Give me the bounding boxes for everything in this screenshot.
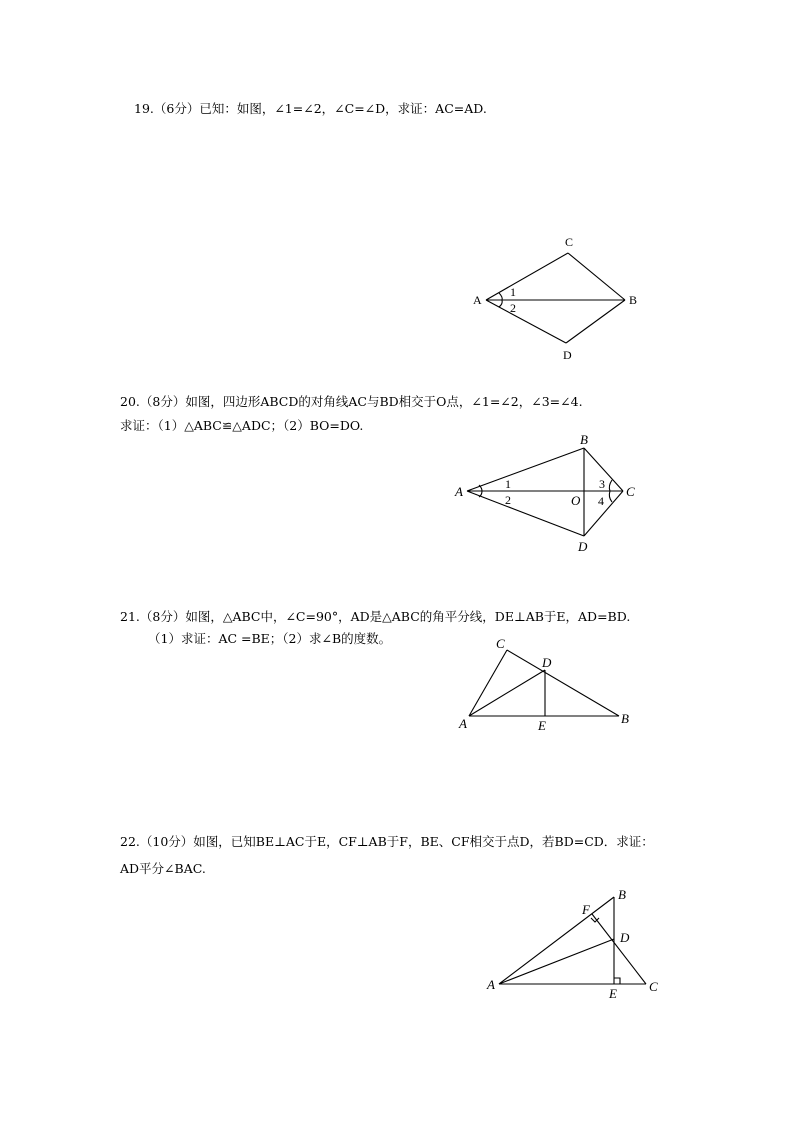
- label-O: O: [571, 493, 581, 508]
- label-C: C: [496, 636, 505, 651]
- right-angle-E: [614, 978, 620, 984]
- label-angle-2: 2: [510, 301, 516, 315]
- question-22-line1: 22.（10分）如图，已知BE⊥AC于E，CF⊥AB于F，BE、CF相交于点D，若BD=CD．求证：: [120, 834, 654, 849]
- label-B: B: [618, 887, 626, 902]
- label-angle-1: 1: [505, 477, 511, 491]
- label-C: C: [649, 979, 658, 994]
- label-A: A: [487, 977, 495, 992]
- label-A: A: [473, 293, 482, 307]
- label-E: E: [538, 718, 546, 733]
- label-E: E: [609, 986, 617, 1001]
- question-19-text: 19.（6分）已知：如图，∠1=∠2，∠C=∠D，求证：AC=AD.: [134, 101, 487, 116]
- segment-AB: [499, 897, 614, 984]
- question-20-line2: 求证：（1）△ABC≌△ADC；（2）BO=DO.: [120, 418, 364, 433]
- label-D: D: [620, 930, 630, 945]
- label-angle-3: 3: [599, 477, 605, 491]
- label-C: C: [626, 484, 635, 499]
- label-B: B: [621, 711, 629, 726]
- label-D: D: [578, 539, 588, 554]
- label-D: D: [542, 655, 552, 670]
- question-21-line2: （1）求证：AC =BE；（2）求∠B的度数。: [148, 631, 392, 646]
- label-A: A: [455, 484, 463, 499]
- question-21-line1: 21.（8分）如图，△ABC中，∠C=90°，AD是△ABC的角平分线，DE⊥AB于E，AD=BD.: [120, 609, 631, 624]
- segment-AD: [499, 939, 614, 984]
- label-A: A: [459, 716, 467, 731]
- label-angle-4: 4: [598, 494, 604, 508]
- question-20-line1: 20.（8分）如图，四边形ABCD的对角线AC与BD相交于O点，∠1=∠2，∠3=∠4.: [120, 394, 583, 409]
- label-angle-2: 2: [505, 493, 511, 507]
- label-angle-1: 1: [510, 285, 516, 299]
- label-B: B: [629, 293, 638, 307]
- question-22-line2: AD平分∠BAC.: [120, 861, 206, 876]
- label-D: D: [563, 348, 572, 362]
- label-B: B: [580, 432, 588, 447]
- label-F: F: [582, 902, 590, 917]
- label-C: C: [565, 235, 574, 249]
- segment-CF: [592, 914, 646, 984]
